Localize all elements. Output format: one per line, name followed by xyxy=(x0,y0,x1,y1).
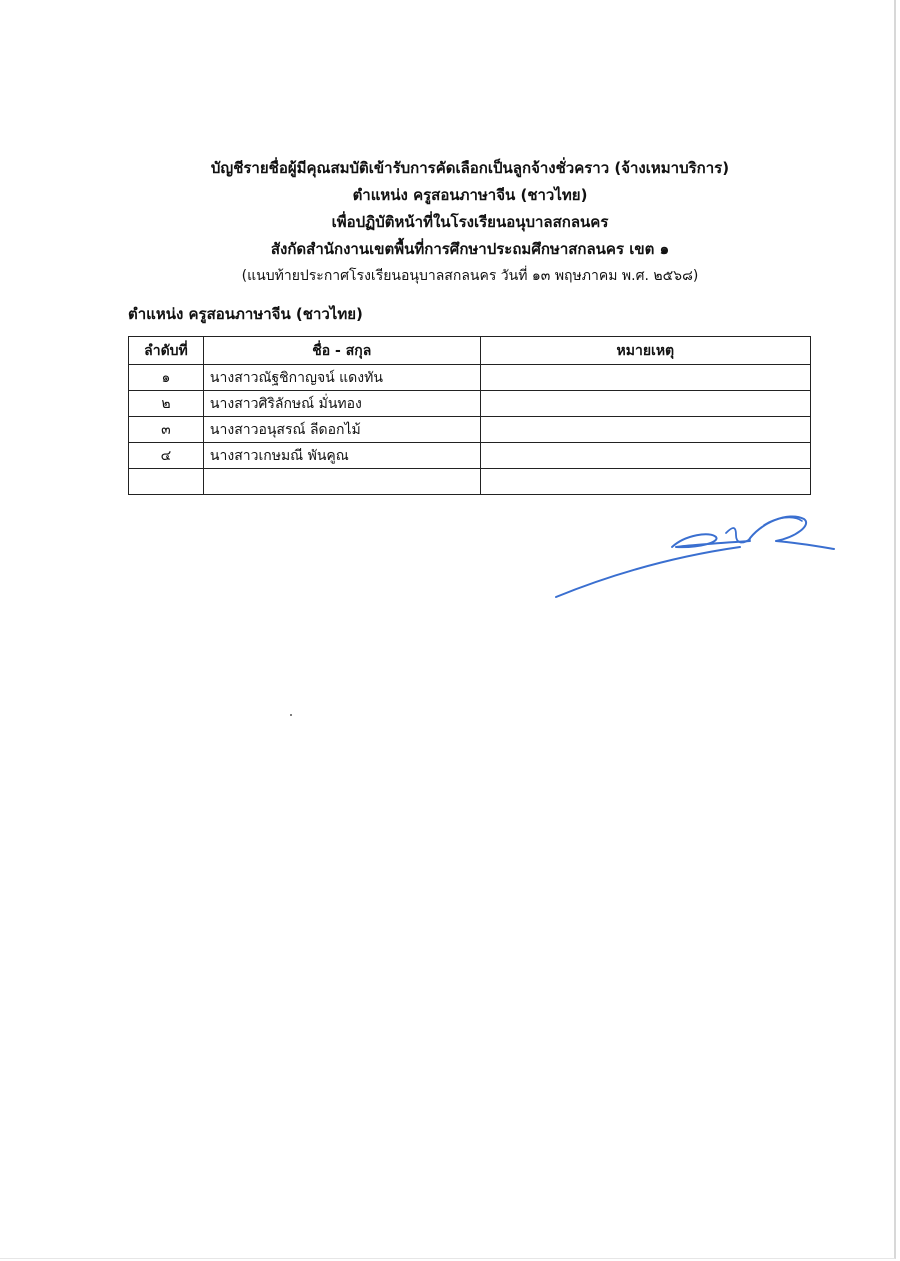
row-name: นางสาวศิริลักษณ์ มั่นทอง xyxy=(203,391,480,417)
table-row-empty xyxy=(129,469,811,495)
signature-mark xyxy=(550,505,840,605)
title-line-1: บัญชีรายชื่อผู้มีคุณสมบัติเข้ารับการคัดเลือกเป็นลูกจ้างชั่วคราว (จ้างเหมาบริการ) xyxy=(210,159,730,177)
candidate-table xyxy=(128,336,811,495)
row-order: ๒ xyxy=(129,391,204,417)
document-header xyxy=(0,155,900,290)
row-remark xyxy=(480,469,810,495)
scan-speck xyxy=(290,714,292,716)
row-remark xyxy=(480,417,810,443)
row-remark xyxy=(480,365,810,391)
row-order: ๓ xyxy=(129,417,204,443)
announcement-reference: (แนบท้ายประกาศโรงเรียนอนุบาลสกลนคร วันที่ ๑๓ พฤษภาคม พ.ศ. ๒๕๖๘) xyxy=(241,268,699,284)
row-remark xyxy=(480,391,810,417)
table-row xyxy=(129,391,811,417)
table-row xyxy=(129,443,811,469)
title-line-2: ตำแหน่ง ครูสอนภาษาจีน (ชาวไทย) xyxy=(352,186,588,204)
row-name: นางสาวอนุสรณ์ ลีดอกไม้ xyxy=(203,417,480,443)
header-remark: หมายเหตุ xyxy=(480,337,810,365)
row-name: นางสาวณัฐชิกาญจน์ แดงทัน xyxy=(203,365,480,391)
row-name: นางสาวเกษมณี พันคูณ xyxy=(203,443,480,469)
title-line-4: สังกัดสำนักงานเขตพื้นที่การศึกษาประถมศึกษาสกลนคร เขต ๑ xyxy=(270,240,670,258)
row-order xyxy=(129,469,204,495)
row-remark xyxy=(480,443,810,469)
table-row xyxy=(129,365,811,391)
header-name: ชื่อ - สกุล xyxy=(203,337,480,365)
row-order: ๑ xyxy=(129,365,204,391)
row-name xyxy=(203,469,480,495)
header-order: ลำดับที่ xyxy=(129,337,204,365)
table-row xyxy=(129,417,811,443)
table-header-row xyxy=(129,337,811,365)
signature-strokes xyxy=(556,516,834,597)
row-order: ๔ xyxy=(129,443,204,469)
title-line-3: เพื่อปฏิบัติหน้าที่ในโรงเรียนอนุบาลสกลนคร xyxy=(331,213,609,231)
position-label: ตำแหน่ง ครูสอนภาษาจีน (ชาวไทย) xyxy=(128,305,363,323)
